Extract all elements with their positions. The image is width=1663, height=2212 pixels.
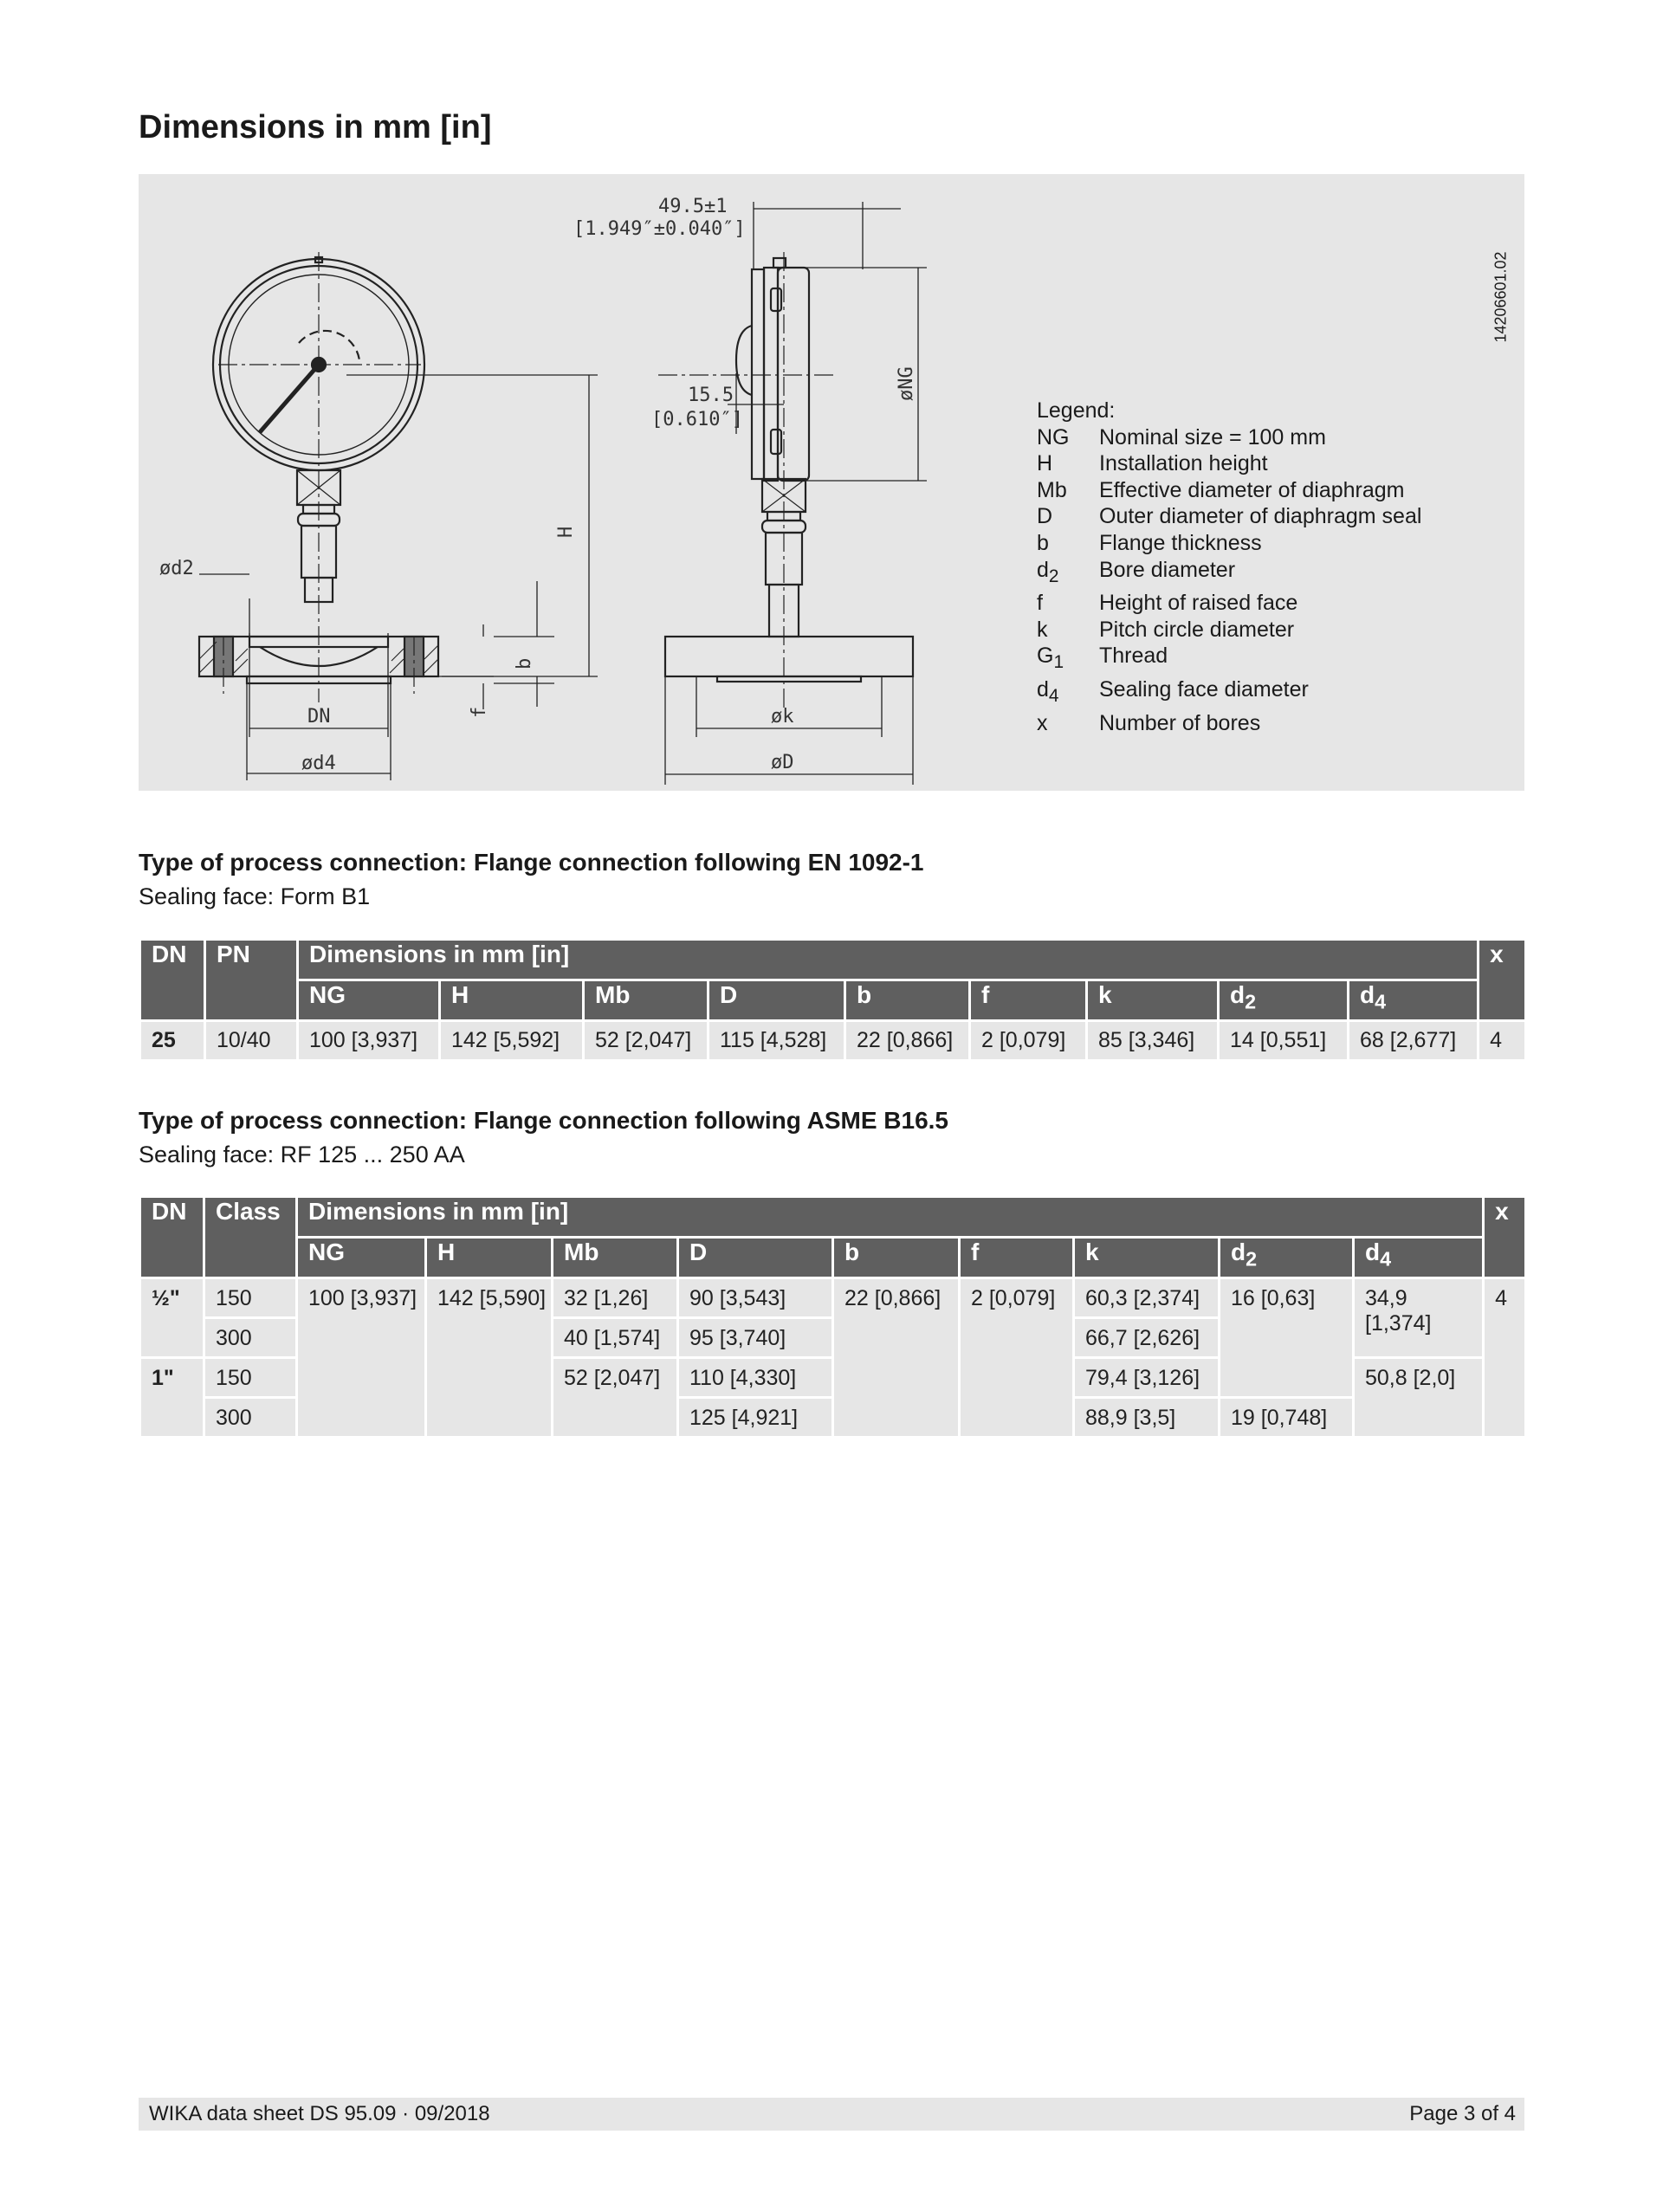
cell-k: 88,9 [3,5]: [1074, 1398, 1220, 1438]
cell-pn: 10/40: [205, 1021, 298, 1061]
cell-x: 4: [1484, 1278, 1526, 1438]
section1-title: Type of process connection: Flange connection following EN 1092-1: [139, 849, 924, 876]
cell-f: 2 [0,079]: [960, 1278, 1074, 1438]
dimension-drawing: [139, 174, 1524, 791]
cell-class: 150: [204, 1358, 297, 1398]
dim-offset: 15.5: [688, 385, 734, 406]
col-ng: NG: [298, 980, 440, 1021]
dim-width: 49.5±1: [658, 196, 728, 217]
col-h: H: [426, 1238, 553, 1278]
cell-d4: 68 [2,677]: [1349, 1021, 1479, 1061]
legend-item: f Height of raised face: [1037, 591, 1298, 616]
table-header-row: [140, 940, 1526, 980]
col-k: k: [1087, 980, 1219, 1021]
cell-x: 4: [1479, 1021, 1526, 1061]
col-mb: Mb: [553, 1238, 678, 1278]
legend-item: $G_1$ Thread: [1037, 644, 1168, 673]
page-footer: [139, 2098, 1524, 2131]
cell-ng: 100 [3,937]: [298, 1021, 440, 1061]
cell-d4: 50,8 [2,0]: [1354, 1358, 1484, 1438]
label-NG: øNG: [896, 366, 917, 401]
label-k: øk: [771, 706, 794, 728]
cell-mb: 52 [2,047]: [553, 1358, 678, 1438]
label-b: b: [514, 657, 535, 669]
cell-d4: 34,9 [1,374]: [1354, 1278, 1484, 1358]
label-H: H: [555, 526, 577, 538]
col-mb: Mb: [584, 980, 709, 1021]
dim-offset-in: [0.610″]: [651, 409, 743, 430]
col-pn: PN: [205, 940, 298, 1021]
footer-page-number: Page 3 of 4: [1409, 2102, 1516, 2125]
col-x: x: [1484, 1197, 1526, 1278]
cell-d2: 19 [0,748]: [1220, 1398, 1354, 1438]
col-ng: NG: [297, 1238, 426, 1278]
cell-mb: 32 [1,26]: [553, 1278, 678, 1318]
col-b: b: [845, 980, 970, 1021]
col-d4: $d_4$: [1349, 980, 1479, 1021]
label-D: øD: [771, 752, 794, 773]
col-class: Class: [204, 1197, 297, 1278]
cell-d: 110 [4,330]: [678, 1358, 833, 1398]
cell-b: 22 [0,866]: [833, 1278, 960, 1438]
asme-b16-table: [139, 1195, 1527, 1439]
legend-item: D Outer diameter of diaphragm seal: [1037, 504, 1422, 529]
cell-k: 60,3 [2,374]: [1074, 1278, 1220, 1318]
col-k: k: [1074, 1238, 1220, 1278]
drawing-number: 14206601.02: [1492, 251, 1510, 343]
legend-item: k Pitch circle diameter: [1037, 617, 1295, 642]
col-dn: DN: [140, 1197, 204, 1278]
legend-item: $d_2$ Bore diameter: [1037, 557, 1236, 586]
col-d2: $d_2$: [1219, 980, 1349, 1021]
col-d: D: [678, 1238, 833, 1278]
cell-d: 95 [3,740]: [678, 1318, 833, 1358]
cell-k: 85 [3,346]: [1087, 1021, 1219, 1061]
table-subheader-row: [140, 1238, 1526, 1278]
table-row: [140, 1021, 1526, 1061]
table-subheader-row: [140, 980, 1526, 1021]
dim-width-in: [1.949″±0.040″]: [573, 218, 746, 240]
cell-h: 142 [5,590]: [426, 1278, 553, 1438]
cell-class: 300: [204, 1398, 297, 1438]
cell-d: 90 [3,543]: [678, 1278, 833, 1318]
label-DN: DN: [307, 706, 331, 728]
cell-mb: 52 [2,047]: [584, 1021, 709, 1061]
label-f: f: [469, 706, 490, 718]
col-d: D: [709, 980, 845, 1021]
cell-d2: 16 [0,63]: [1220, 1278, 1354, 1398]
cell-ng: 100 [3,937]: [297, 1278, 426, 1438]
cell-d: 125 [4,921]: [678, 1398, 833, 1438]
label-d2: ød2: [159, 558, 194, 579]
page-title: Dimensions in mm [in]: [139, 109, 492, 146]
col-dimensions: Dimensions in mm [in]: [297, 1197, 1484, 1238]
section2-subtitle: Sealing face: RF 125 ... 250 AA: [139, 1142, 465, 1167]
legend-item: x Number of bores: [1037, 710, 1261, 735]
section1-subtitle: Sealing face: Form B1: [139, 883, 371, 909]
col-x: x: [1479, 940, 1526, 1021]
legend-item: NG Nominal size = 100 mm: [1037, 424, 1326, 450]
cell-d: 115 [4,528]: [709, 1021, 845, 1061]
legend-item: $d_4$ Sealing face diameter: [1037, 676, 1309, 706]
col-h: H: [440, 980, 584, 1021]
en1092-table: [139, 938, 1527, 1062]
legend-item: b Flange thickness: [1037, 530, 1262, 555]
cell-b: 22 [0,866]: [845, 1021, 970, 1061]
cell-k: 79,4 [3,126]: [1074, 1358, 1220, 1398]
cell-class: 300: [204, 1318, 297, 1358]
col-dn: DN: [140, 940, 205, 1021]
cell-k: 66,7 [2,626]: [1074, 1318, 1220, 1358]
label-d4: ød4: [301, 753, 336, 774]
gauge-pointer: [260, 365, 319, 432]
cell-dn: ½": [140, 1278, 204, 1358]
table-header-row: [140, 1197, 1526, 1238]
legend-item: Mb Effective diameter of diaphragm: [1037, 477, 1405, 502]
cell-mb: 40 [1,574]: [553, 1318, 678, 1358]
cell-class: 150: [204, 1278, 297, 1318]
col-dimensions: Dimensions in mm [in]: [298, 940, 1479, 980]
cell-h: 142 [5,592]: [440, 1021, 584, 1061]
section2-title: Type of process connection: Flange connection following ASME B16.5: [139, 1107, 948, 1134]
legend: [1037, 398, 1421, 736]
col-b: b: [833, 1238, 960, 1278]
table-row: [140, 1278, 1526, 1318]
cell-d2: 14 [0,551]: [1219, 1021, 1349, 1061]
footer-doc-id: WIKA data sheet DS 95.09 · 09/2018: [149, 2102, 490, 2125]
legend-item: H Installation height: [1037, 451, 1268, 476]
cell-dn: 25: [140, 1021, 205, 1061]
col-f: f: [960, 1238, 1074, 1278]
col-f: f: [970, 980, 1087, 1021]
legend-title: Legend:: [1037, 398, 1116, 423]
col-d2: $d_2$: [1220, 1238, 1354, 1278]
cell-f: 2 [0,079]: [970, 1021, 1087, 1061]
col-d4: $d_4$: [1354, 1238, 1484, 1278]
cell-dn: 1": [140, 1358, 204, 1438]
